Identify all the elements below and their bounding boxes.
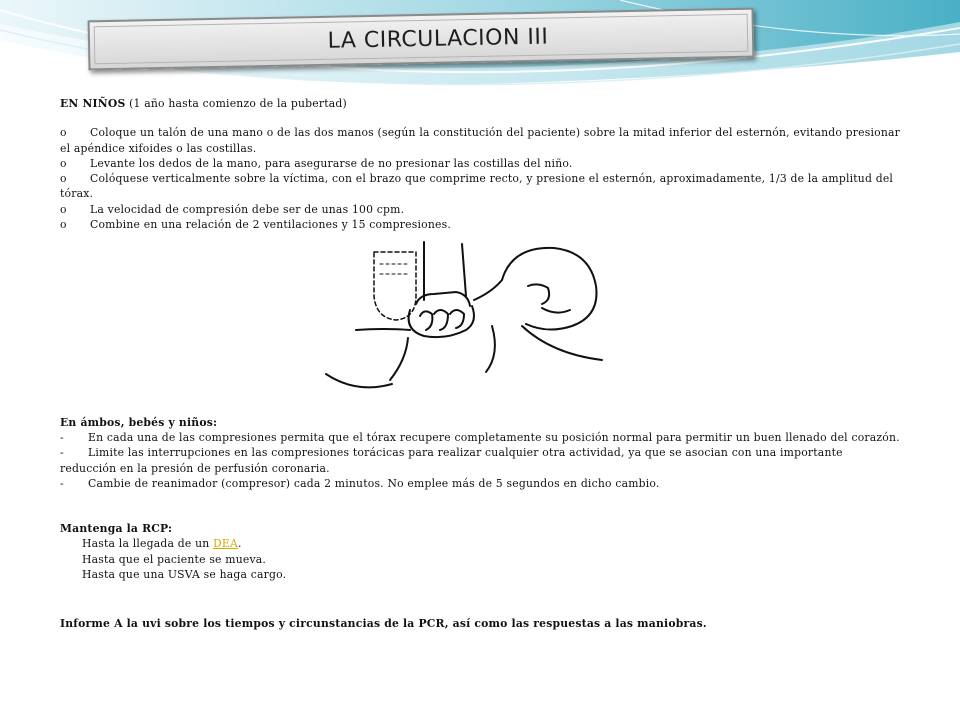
heading-bold: EN NIÑOS: [60, 97, 126, 110]
list-item-text: Coloque un talón de una mano o de las dos manos (según la constitución del paciente) sobre la mitad inferior del esternón, evitando presionar el apéndice xifoides o las costillas.: [60, 126, 900, 155]
list-item: [60, 202, 900, 217]
spacer: [60, 582, 900, 616]
footer-note-text: Informe A la uvi sobre los tiempos y circunstancias de la PCR, así como las respuestas a las maniobras.: [60, 617, 707, 631]
slide-title: LA CIRCULACION III: [327, 24, 549, 54]
footer-note: [60, 616, 900, 631]
list-item-text: Cambie de reanimador (compresor) cada 2 minutos. No emplee más de 5 segundos en dicho cambio.: [88, 476, 660, 490]
list-item: [60, 125, 900, 156]
rcp-line-3: Hasta que una USVA se haga cargo.: [82, 568, 287, 582]
bullet-marker: o: [60, 172, 67, 186]
bullet-marker: o: [60, 218, 67, 232]
heading-bold: En ámbos, bebés y niños:: [60, 415, 218, 429]
dash-marker: -: [60, 430, 64, 444]
list-item-text: En cada una de las compresiones permita que el tórax recupere completamente su posición normal para permitir un buen llenado del corazón.: [88, 430, 900, 444]
list-item: [60, 476, 900, 491]
rcp-text: .: [237, 537, 242, 551]
dea-link[interactable]: DEA: [213, 537, 238, 551]
rcp-line-2: Hasta que el paciente se mueva.: [82, 552, 267, 566]
dash-marker: -: [60, 446, 64, 460]
slide-body: [60, 96, 900, 632]
dash-marker: -: [60, 476, 64, 490]
heading-rest: (1 año hasta comienzo de la pubertad): [125, 97, 347, 110]
spacer: [60, 111, 900, 125]
rcp-line-1: [60, 536, 900, 551]
cpr-child-illustration: [316, 234, 626, 402]
rcp-text: Hasta la llegada de un: [82, 537, 214, 551]
list-item: [60, 156, 900, 171]
list-item-text: Combine en una relación de 2 ventilaciones y 15 compresiones.: [90, 218, 451, 232]
section-rcp-heading: [60, 521, 900, 536]
title-inner-border: [94, 14, 749, 65]
list-item-text: Levante los dedos de la mano, para asegurarse de no presionar las costillas del niño.: [90, 156, 573, 170]
list-item: [60, 445, 900, 476]
list-item-text: La velocidad de compresión debe ser de unas 100 cpm.: [90, 202, 405, 216]
list-item-text: Limite las interrupciones en las compresiones torácicas para realizar cualquier otra actividad, ya que se asocian con una importante reducción en la presión de perfusión coronaria.: [60, 446, 843, 475]
heading-bold: Mantenga la RCP:: [60, 522, 173, 536]
spacer: [60, 491, 900, 521]
list-item: [60, 430, 900, 445]
section-ninos-heading: [60, 96, 900, 111]
section-ambos-heading: [60, 415, 900, 430]
bullet-marker: o: [60, 202, 67, 216]
list-item: [60, 217, 900, 232]
bullet-marker: o: [60, 156, 67, 170]
list-item: [60, 171, 900, 202]
list-item-text: Colóquese verticalmente sobre la víctima, con el brazo que comprime recto, y presione el esternón, aproximadamente, 1/3 de la amplitud del tórax.: [60, 172, 894, 201]
bullet-marker: o: [60, 126, 67, 140]
